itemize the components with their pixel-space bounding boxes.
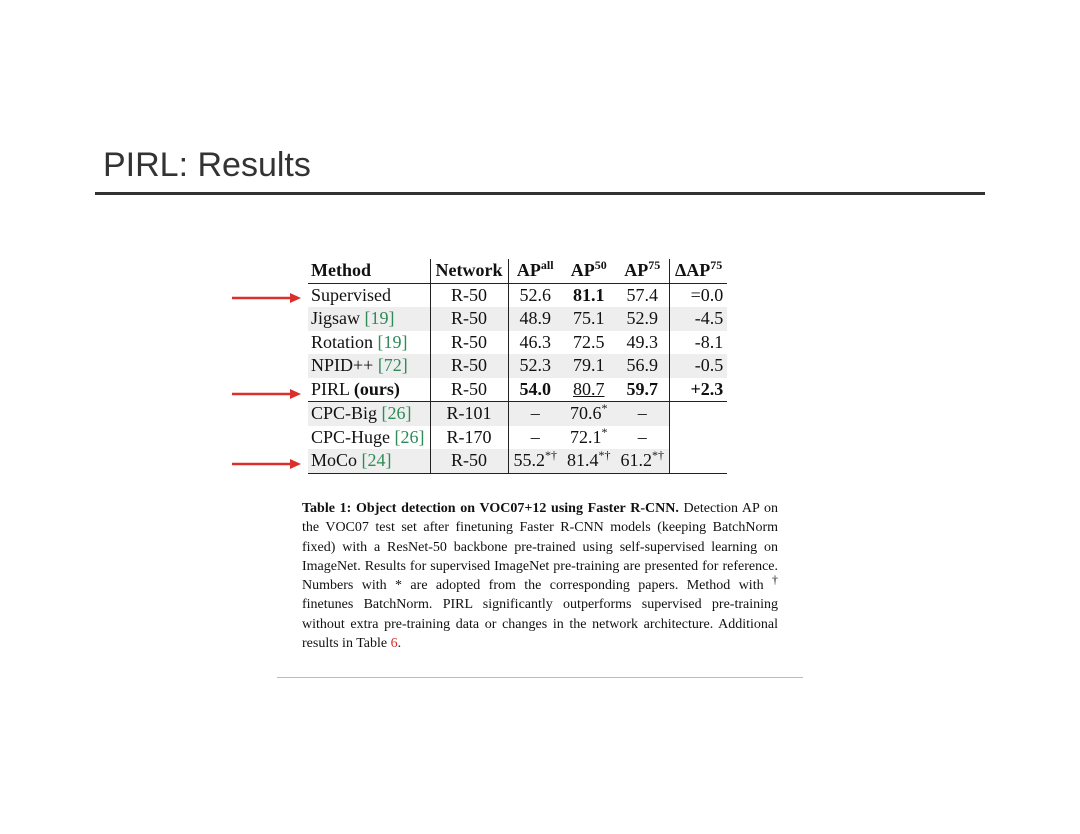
table-caption: Table 1: Object detection on VOC07+12 using Faster R-CNN. Detection AP on the VOC07 test set after finetuning Faster R-CNN models (keeping BatchNorm fixed) with a ResNet-50 backbone pre-trained using self-supervised learning on ImageNet. Results for supervised ImageNet pre-training are presented for reference. Numbers with * are adopted from the corresponding papers. Method with † finetunes BatchNorm. PIRL significantly outperforms supervised pre-training without extra pre-training data or changes in the network architecture. Additional results in Table 6. <box>302 501 778 652</box>
row-delta: -4.5 <box>670 307 728 331</box>
table-row <box>308 426 727 450</box>
row-ap-all: 54.0 <box>519 378 551 399</box>
row-ap50: 80.7 <box>573 378 605 399</box>
table-reference-link[interactable]: 6 <box>390 636 398 652</box>
row-network: R-50 <box>430 378 508 402</box>
row-ap75: 57.4 <box>626 284 658 305</box>
citation-link[interactable]: [19] <box>377 331 408 352</box>
results-table <box>308 259 727 474</box>
row-ap75: 56.9 <box>616 354 670 378</box>
slide-title: PIRL: Results <box>103 146 311 184</box>
header-ap75: AP$^{75}$ <box>616 259 670 283</box>
arrow-moco-icon <box>232 457 302 471</box>
table-row <box>308 402 727 426</box>
row-ap-all: 52.3 <box>508 354 562 378</box>
arrow-pirl-icon <box>232 387 302 401</box>
row-network: R-170 <box>430 426 508 450</box>
table-row <box>308 378 727 402</box>
row-ap50: 70.6* <box>562 402 616 426</box>
row-ap50: 79.1 <box>562 354 616 378</box>
row-ap75: 61.2*† <box>616 449 670 473</box>
row-ap-all: – <box>508 402 562 426</box>
row-method: Supervised <box>308 283 430 307</box>
row-ap75: – <box>637 426 647 447</box>
header-network: Network <box>430 259 508 283</box>
row-network: R-50 <box>430 449 508 473</box>
row-delta: -0.5 <box>670 354 728 378</box>
header-ap50: AP$^{50}$ <box>562 259 616 283</box>
row-ap-all: 55.2*† <box>508 449 562 473</box>
caption-heading: Table 1: Object detection on VOC07+12 using Faster R-CNN. <box>302 501 679 516</box>
row-network: R-50 <box>430 283 508 307</box>
table-row <box>308 354 727 378</box>
row-ap-all: 46.3 <box>519 331 551 352</box>
row-ap75: 59.7 <box>626 378 658 399</box>
row-ap50: 81.1 <box>573 284 605 305</box>
bottom-divider <box>277 677 803 678</box>
row-delta: =0.0 <box>670 283 728 307</box>
table-row <box>308 449 727 473</box>
table-row <box>308 331 727 355</box>
row-ap50: 72.5 <box>573 331 605 352</box>
row-ap50: 81.4*† <box>562 449 616 473</box>
row-method: CPC-Huge [26] <box>308 426 430 450</box>
row-network: R-50 <box>430 307 508 331</box>
citation-link[interactable]: [26] <box>394 426 425 447</box>
row-network: R-50 <box>430 354 508 378</box>
row-method: MoCo [24] <box>308 449 430 473</box>
table-header-row <box>308 259 727 283</box>
header-ap-all: $AP^{all}$ <box>508 259 562 283</box>
row-method: NPID++ [72] <box>308 354 430 378</box>
row-method: Jigsaw [19] <box>308 307 430 331</box>
row-network: R-50 <box>430 331 508 355</box>
title-divider <box>95 192 985 195</box>
table-row <box>308 307 727 331</box>
header-method: Method <box>308 259 430 283</box>
row-method: Rotation [19] <box>308 331 430 355</box>
results-table-container <box>308 259 727 474</box>
row-ap-all: 52.6 <box>519 284 551 305</box>
arrow-supervised-icon <box>232 291 302 305</box>
row-ap75: 52.9 <box>616 307 670 331</box>
row-ap-all: – <box>530 426 540 447</box>
citation-link[interactable]: [19] <box>364 308 395 328</box>
citation-link[interactable]: [24] <box>361 450 392 470</box>
row-delta-empty <box>670 402 728 426</box>
table-row <box>308 283 727 307</box>
citation-link[interactable]: [72] <box>377 355 408 375</box>
row-ap75: – <box>616 402 670 426</box>
row-method: CPC-Big [26] <box>308 402 430 426</box>
row-delta: +2.3 <box>670 378 728 402</box>
row-ap50: 72.1* <box>570 424 608 447</box>
row-network: R-101 <box>430 402 508 426</box>
header-delta-ap75: ΔAP$^{75}$ <box>670 259 728 283</box>
row-delta-empty <box>670 426 728 450</box>
row-ap-all: 48.9 <box>508 307 562 331</box>
row-ap50: 75.1 <box>562 307 616 331</box>
citation-link[interactable]: [26] <box>381 403 412 423</box>
row-delta: -8.1 <box>670 331 728 355</box>
row-delta-empty <box>670 449 728 473</box>
row-ap75: 49.3 <box>626 331 658 352</box>
row-method: PIRL (ours) <box>308 378 430 402</box>
